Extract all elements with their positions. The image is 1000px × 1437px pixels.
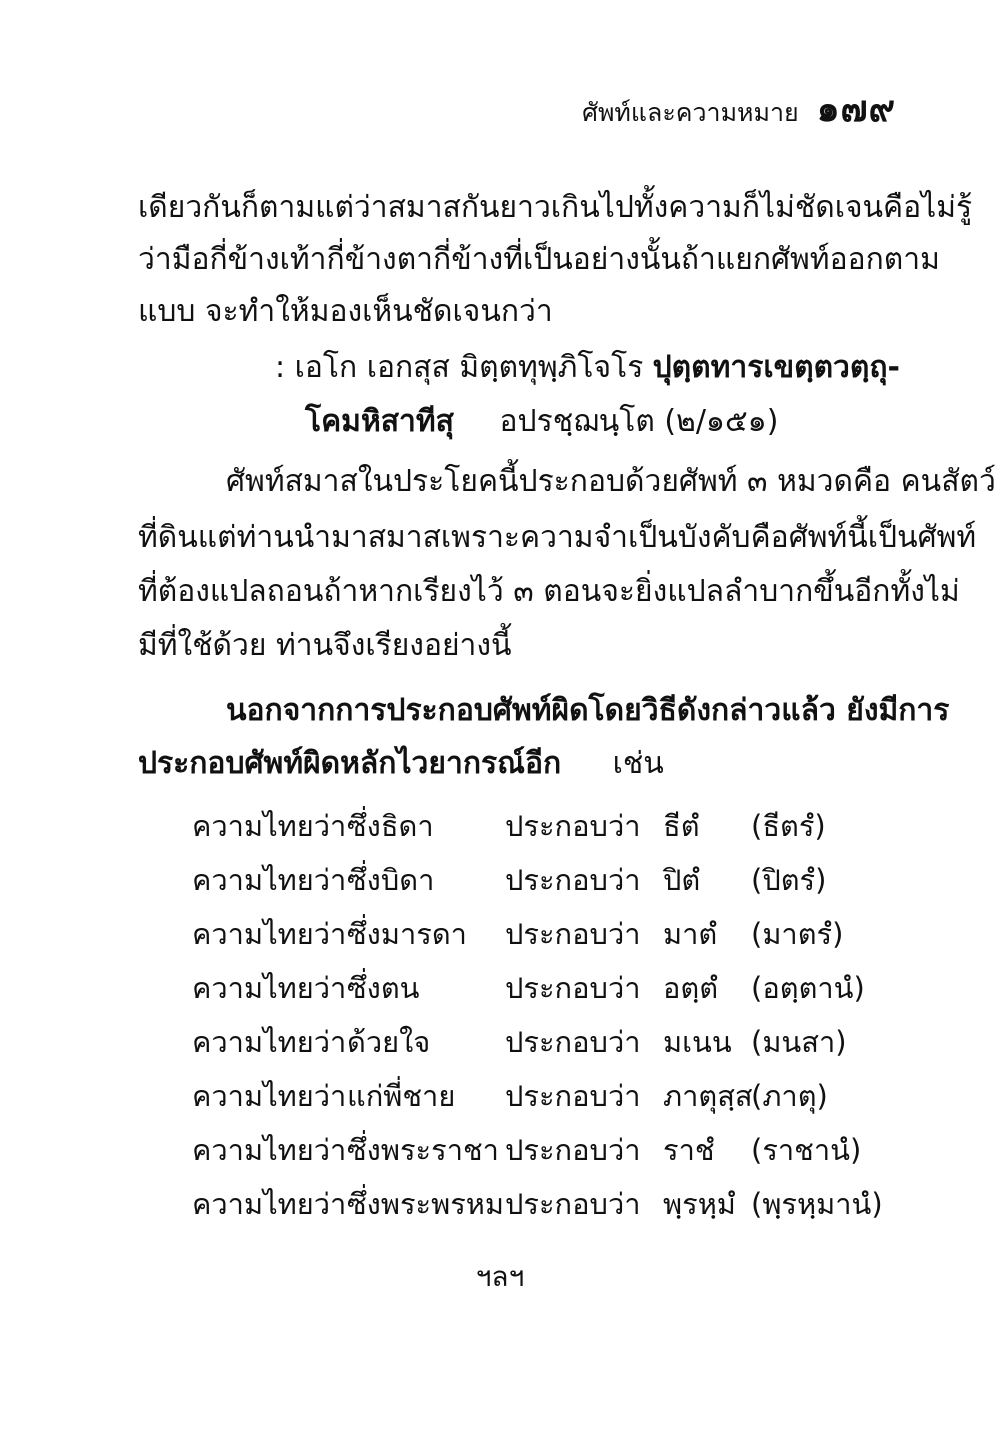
example-thai-meaning: ซึ่งตน — [347, 971, 420, 1005]
text-segment: จะยิ่งแปลลำบากขึ้นอีก — [601, 574, 891, 609]
quote-text: : เอโก เอกสุส มิตฺตทุพฺภิโจโร — [275, 350, 644, 385]
example-compose-label: ประกอบว่า — [505, 917, 641, 951]
example-wrong-form: ราชํ — [663, 1133, 715, 1167]
example-compose-label: ประกอบว่า — [505, 809, 641, 843]
quote-bold-text: โคมหิสาทีสุ — [305, 404, 454, 439]
quote-text: อปรชฺฌนฺโต (๒/๑๕๑) — [499, 404, 779, 439]
paragraph-2-line-1 — [226, 462, 996, 502]
example-thai-meaning: ซึ่งมารดา — [347, 917, 467, 951]
example-compose-label: ประกอบว่า — [505, 1187, 641, 1221]
example-wrong-form: มาตํ — [663, 917, 718, 951]
example-compose-label: ประกอบว่า — [505, 863, 641, 897]
paragraph-1-line-1 — [138, 188, 973, 228]
paragraph-2-line-4: มีที่ใช้ด้วย ท่านจึงเรียงอย่างนี้ — [138, 628, 512, 663]
example-wrong-form: ปิตํ — [663, 863, 701, 897]
example-thai-meaning: แก่พี่ชาย — [347, 1079, 456, 1113]
paragraph-3-line-1: นอกจากการประกอบศัพท์ผิดโดยวิธีดังกล่าวแล้ว ยังมีการ — [226, 693, 950, 728]
footer-etc: ฯลฯ — [475, 1260, 525, 1293]
example-thai-meaning: ซึ่งพระราชา — [347, 1133, 499, 1167]
example-label: ความไทยว่า — [192, 971, 347, 1005]
text-segment: แต่ว่าสมาสกันยาวเกินไป — [315, 190, 634, 225]
text-segment: ว่ามือกี่ข้าง — [138, 242, 280, 277]
quote-line-2 — [305, 402, 778, 442]
example-wrong-form: พฺรหฺมํ — [663, 1187, 736, 1221]
text-segment: คือไม่รู้ — [883, 190, 973, 225]
text-segment: คือศัพท์นี้เป็นศัพท์ — [750, 520, 977, 555]
example-compose-label: ประกอบว่า — [505, 1025, 641, 1059]
quote-bold-text: ปุตฺตทารเขตฺตวตฺถุ- — [652, 350, 900, 385]
text-segment: เท้ากี่ข้าง — [279, 242, 397, 277]
text-segment: ที่เป็นอย่างนั้น — [503, 242, 681, 277]
running-title: ศัพท์และความหมาย — [582, 98, 799, 127]
paragraph-2-line-3 — [138, 572, 960, 612]
paragraph-3-bold: ประกอบศัพท์ผิดหลักไวยากรณ์อีก — [138, 746, 562, 781]
example-wrong-form: ธีตํ — [663, 809, 700, 843]
example-thai-meaning: ซึ่งพระพรหม — [347, 1187, 505, 1221]
example-label: ความไทยว่า — [192, 1079, 347, 1113]
example-compose-label: ประกอบว่า — [505, 1133, 641, 1167]
example-label: ความไทยว่า — [192, 917, 347, 951]
example-correct-form: (ภาตุ) — [751, 1079, 828, 1113]
example-correct-form: (มาตรํ) — [751, 917, 844, 951]
text-segment: เดียวกันก็ตาม — [138, 190, 316, 225]
example-label: ความไทยว่า — [192, 863, 347, 897]
example-wrong-form: มเนน — [663, 1025, 732, 1059]
text-segment: ที่ดิน — [138, 520, 198, 555]
example-thai-meaning: ซึ่งธิดา — [347, 809, 434, 843]
example-correct-form: (ราชานํ) — [751, 1133, 862, 1167]
text-segment: ทั้งไม่ — [890, 574, 960, 609]
paragraph-1-line-3: แบบ จะทำให้มองเห็นชัดเจนกว่า — [138, 294, 553, 329]
example-correct-form: (ปิตรํ) — [751, 863, 827, 897]
text-segment: แต่ท่านนำมาสมาสเพราะความจำเป็นบังคับ — [197, 520, 751, 555]
page-number: ๑๗๙ — [816, 89, 896, 130]
example-wrong-form: อตฺตํ — [663, 971, 719, 1005]
text-segment: ศัพท์สมาสในประโยคนี้ประกอบด้วยศัพท์ ๓ หมวด — [226, 464, 853, 499]
example-thai-meaning: ด้วยใจ — [347, 1025, 431, 1059]
text-segment: สัตว์ — [941, 464, 996, 499]
example-compose-label: ประกอบว่า — [505, 971, 641, 1005]
example-correct-form: (อตฺตานํ) — [751, 971, 865, 1005]
example-label: ความไทยว่า — [192, 1187, 347, 1221]
example-correct-form: (พฺรหฺมานํ) — [751, 1187, 883, 1221]
text-segment: ที่ต้องแปลถอน — [138, 574, 324, 609]
example-wrong-form: ภาตุสฺส — [663, 1079, 753, 1113]
example-correct-form: (มนสา) — [751, 1025, 847, 1059]
example-label: ความไทยว่า — [192, 1025, 347, 1059]
page-header — [582, 80, 896, 137]
example-thai-meaning: ซึ่งบิดา — [347, 863, 435, 897]
paragraph-3-rest: เช่น — [612, 746, 664, 781]
paragraph-3-line-2 — [138, 744, 664, 784]
text-segment: คือ คน — [852, 464, 942, 499]
text-segment: ถ้าหากเรียงไว้ ๓ ตอน — [323, 574, 602, 609]
paragraph-1-line-2 — [138, 240, 940, 280]
text-segment: ถ้าแยกศัพท์ออกตาม — [680, 242, 940, 277]
example-label: ความไทยว่า — [192, 809, 347, 843]
text-segment: ตากี่ข้าง — [396, 242, 504, 277]
text-segment: ทั้งความก็ไม่ชัดเจน — [633, 190, 884, 225]
example-label: ความไทยว่า — [192, 1133, 347, 1167]
paragraph-2-line-2 — [138, 518, 977, 558]
example-compose-label: ประกอบว่า — [505, 1079, 641, 1113]
example-correct-form: (ธีตรํ) — [751, 809, 826, 843]
quote-line-1 — [275, 348, 900, 388]
